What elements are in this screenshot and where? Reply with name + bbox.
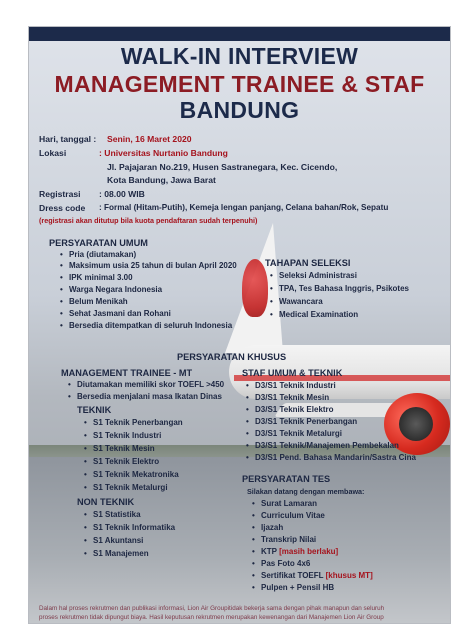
title-city: BANDUNG: [179, 97, 300, 123]
tes-item: • Ijazah: [261, 523, 283, 532]
non-teknik-heading: NON TEKNIK: [77, 497, 135, 507]
ktp-label: KTP: [261, 547, 277, 556]
staf-item: • D3/S1 Teknik Metalurgi: [255, 429, 342, 438]
seleksi-item: • Wawancara: [279, 297, 323, 306]
tes-item: • Curriculum Vitae: [261, 511, 325, 520]
seleksi-item: • TPA, Tes Bahasa Inggris, Psikotes: [279, 284, 409, 293]
umum-item: • Bersedia ditempatkan di seluruh Indonesia: [69, 321, 232, 330]
tes-item: • Surat Lamaran: [261, 499, 317, 508]
tes-item: [261, 547, 338, 556]
umum-item: • Pria (diutamakan): [69, 250, 136, 259]
non-teknik-item: • S1 Statistika: [93, 510, 141, 519]
tes-item: [261, 571, 373, 580]
registration-label: Registrasi: [39, 189, 81, 199]
dress-value: : Formal (Hitam-Putih), Kemeja lengan panjang, Celana bahan/Rok, Sepatu: [99, 203, 389, 212]
umum-item: • Sehat Jasmani dan Rohani: [69, 309, 171, 318]
staf-item: • D3/S1 Teknik Industri: [255, 381, 336, 390]
tes-intro: Silakan datang dengan membawa:: [247, 487, 365, 496]
teknik-item: • S1 Teknik Metalurgi: [93, 483, 168, 492]
toefl-note: [khusus MT]: [325, 571, 373, 580]
umum-item: • IPK minimal 3.00: [69, 273, 133, 282]
persyaratan-umum-heading: PERSYARATAN UMUM: [49, 238, 148, 248]
address-line2: Kota Bandung, Jawa Barat: [107, 175, 216, 185]
staf-heading: STAF UMUM & TEKNIK: [242, 368, 343, 378]
teknik-item: • S1 Teknik Mekatronika: [93, 470, 179, 479]
staf-item: • D3/S1 Pend. Bahasa Mandarin/Sastra Cina: [255, 453, 416, 462]
tes-item: • Transkrip Nilai: [261, 535, 316, 544]
date-label: Hari, tanggal :: [39, 134, 97, 144]
registration-note: (registrasi akan ditutup bila kuota pendaftaran sudah terpenuhi): [39, 216, 258, 225]
address-line1: Jl. Pajajaran No.219, Husen Sastranegara, Kec. Cicendo,: [107, 162, 338, 172]
date-value: Senin, 16 Maret 2020: [107, 134, 192, 144]
persyaratan-khusus-heading: PERSYARATAN KHUSUS: [177, 352, 287, 362]
persyaratan-tes-heading: PERSYARATAN TES: [242, 474, 331, 484]
footer-line: proses rekrutmen tidak dipungut biaya. Hasil keputusan rekrutmen merupakan kewenangan dari Manajemen Lion Air Group: [39, 614, 384, 621]
title-position: MANAGEMENT TRAINEE & STAF: [54, 71, 425, 97]
mt-heading: MANAGEMENT TRAINEE - MT: [61, 368, 193, 378]
ktp-note: [masih berlaku]: [279, 547, 339, 556]
footer-line: Dalam hal proses rekrutmen dan publikasi informasi, Lion Air Groupitidak bekerja sama dengan pihak manapun dan seluruh: [39, 605, 385, 612]
teknik-item: • S1 Teknik Penerbangan: [93, 418, 183, 427]
staf-item: • D3/S1 Teknik Penerbangan: [255, 417, 357, 426]
umum-item: • Belum Menikah: [69, 297, 128, 306]
mt-item: • Diutamakan memiliki skor TOEFL >450: [77, 380, 224, 389]
dress-label: Dress code: [39, 203, 86, 213]
title-walk-in: WALK-IN INTERVIEW: [120, 43, 359, 69]
non-teknik-item: • S1 Manajemen: [93, 549, 149, 558]
tes-item: • Pulpen + Pensil HB: [261, 583, 334, 592]
seleksi-item: • Seleksi Administrasi: [279, 271, 357, 280]
staf-item: • D3/S1 Teknik Elektro: [255, 405, 334, 414]
non-teknik-item: • S1 Akuntansi: [93, 536, 143, 545]
mt-item: • Bersedia menjalani masa Ikatan Dinas: [77, 392, 222, 401]
teknik-item: • S1 Teknik Industri: [93, 431, 161, 440]
umum-item: • Warga Negara Indonesia: [69, 285, 162, 294]
job-poster: [28, 26, 451, 624]
teknik-heading: TEKNIK: [77, 405, 112, 415]
tahapan-seleksi-heading: TAHAPAN SELEKSI: [265, 258, 351, 268]
toefl-label: Sertifikat TOEFL: [261, 571, 324, 580]
top-bar: [29, 27, 450, 41]
staf-item: • D3/S1 Teknik Mesin: [255, 393, 329, 402]
teknik-item: • S1 Teknik Mesin: [93, 444, 155, 453]
non-teknik-item: • S1 Teknik Informatika: [93, 523, 175, 532]
registration-value: : 08.00 WIB: [99, 189, 145, 199]
location-label: Lokasi: [39, 148, 67, 158]
seleksi-item: • Medical Examination: [279, 310, 358, 319]
staf-item: • D3/S1 Teknik/Manajemen Pembekalan: [255, 441, 399, 450]
tes-item: • Pas Foto 4x6: [261, 559, 310, 568]
umum-item: • Maksimum usia 25 tahun di bulan April 2020: [69, 261, 237, 270]
aircraft-engine-intake: [399, 407, 433, 441]
teknik-item: • S1 Teknik Elektro: [93, 457, 159, 466]
location-value: : Universitas Nurtanio Bandung: [99, 148, 228, 158]
